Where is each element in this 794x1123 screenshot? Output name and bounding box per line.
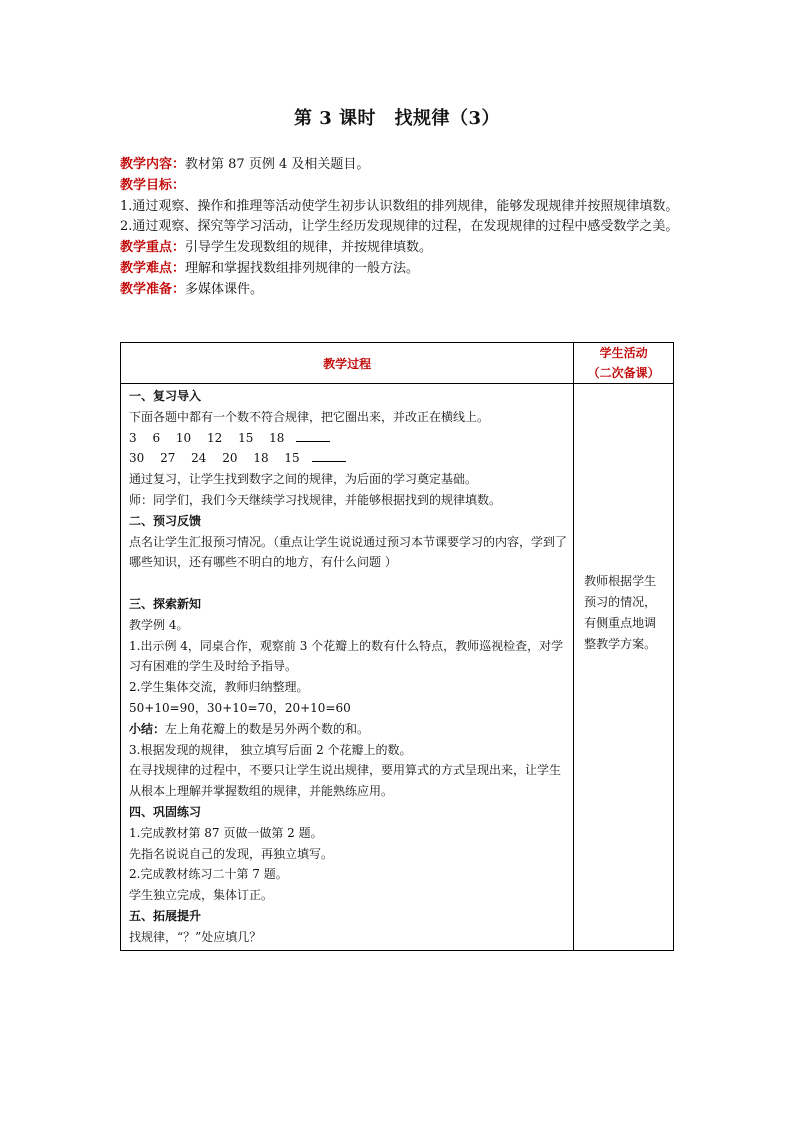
spacer: [129, 573, 567, 594]
explore-example: 教学例 4。: [129, 617, 189, 632]
teaching-process-cell: [121, 384, 574, 951]
practice-2-note: 学生独立完成，集体订正。: [129, 888, 274, 903]
student-activity-note: 教师根据学生预习的情况，有侧重点地调整教学方案。: [584, 574, 657, 651]
review-note: 通过复习，让学生找到数字之间的规律，为后面的学习奠定基础。: [129, 472, 478, 487]
difficulty-text: 理解和掌握找数组排列规律的一般方法。: [185, 260, 420, 276]
teaching-content-text: 教材第 87 页例 4 及相关题目。: [185, 157, 370, 172]
header-teaching-process: 教学过程: [121, 343, 574, 384]
explore-step-2: 2.学生集体交流，教师归纳整理。: [129, 680, 309, 695]
sequence-2-blank: [312, 449, 346, 462]
goal-1: 1.通过观察、操作和推理等活动使学生初步认识数组的排列规律，能够发现规律并按照规律填数。: [120, 198, 679, 214]
section-preview-title: 二、预习反馈: [129, 513, 202, 528]
difficulty-line: [120, 259, 680, 280]
preparation-label: 教学准备：: [120, 281, 186, 297]
student-activity-cell: [574, 384, 674, 951]
header-student-activity: [574, 343, 674, 384]
practice-1: 1.完成教材第 87 页做一做第 2 题。: [129, 825, 323, 840]
teaching-content-label: 教学内容：: [120, 157, 186, 172]
extension-question: 找规律，“？”处应填几？: [129, 929, 262, 944]
explore-step-1: 1.出示例 4，同桌合作，观察前 3 个花瓣上的数有什么特点，教师巡视检查，对学习有困难的学生及时给予指导。: [129, 638, 564, 674]
explore-note: 在寻找规律的过程中，不要只让学生说出规律，要用算式的方式呈现出来，让学生从根本上理解并掌握数组的规律，并能熟练应用。: [129, 763, 562, 799]
page-title: 第 3 课时 找规律（3）: [293, 108, 501, 129]
lesson-table: [120, 342, 674, 951]
explore-equations: 50+10=90，30+10=70，20+10=60: [129, 700, 351, 715]
sequence-2: [129, 448, 567, 469]
explore-summary: [129, 719, 567, 740]
review-instruction: 下面各题中都有一个数不符合规律，把它圈出来，并改正在横线上。: [129, 409, 490, 424]
sequence-1-blank: [296, 429, 330, 442]
review-teacher-line: 师：同学们，我们今天继续学习找规律，并能够根据找到的规律填数。: [129, 492, 502, 507]
practice-1-note: 先指名说说自己的发现，再独立填写。: [129, 846, 334, 861]
lesson-meta: [120, 155, 680, 301]
table-header-row: [121, 343, 674, 384]
teaching-content-line: [120, 155, 680, 176]
section-practice-title: 四、巩固练习: [129, 804, 202, 819]
explore-step-3: 3.根据发现的规律， 独立填写后面 2 个花瓣上的数。: [129, 742, 412, 757]
difficulty-label: 教学难点：: [120, 260, 186, 276]
sequence-2-numbers: 30 27 24 20 18 15: [129, 451, 300, 466]
key-point-line: [120, 238, 680, 259]
summary-label: 小结：: [129, 721, 166, 736]
header-side-line2: （二次备课）: [587, 366, 660, 380]
section-explore-title: 三、探索新知: [129, 596, 202, 611]
key-point-label: 教学重点：: [120, 240, 186, 256]
sequence-1-numbers: 3 6 10 12 15 18: [129, 430, 285, 445]
table-body-row: [121, 384, 674, 951]
sequence-1: [129, 428, 567, 449]
section-extension-title: 五、拓展提升: [129, 908, 202, 923]
goal-2: 2.通过观察、探究等学习活动，让学生经历发现规律的过程，在发现规律的过程中感受数学之美。: [120, 219, 679, 235]
teaching-goals-line: [120, 176, 680, 197]
teaching-goals-label: 教学目标：: [120, 177, 186, 193]
summary-text: 左上角花瓣上的数是另外两个数的和。: [165, 721, 370, 736]
preparation-line: [120, 280, 680, 301]
preparation-text: 多媒体课件。: [185, 281, 264, 297]
practice-2: 2.完成教材练习二十第 7 题。: [129, 867, 288, 882]
preview-text: 点名让学生汇报预习情况。（重点让学生说说通过预习本节课要学习的内容，学到了哪些知识，还有哪些不明白的地方，有什么问题 ）: [129, 534, 568, 570]
key-point-text: 引导学生发现数组的规律，并按规律填数。: [185, 240, 433, 256]
section-review-title: 一、复习导入: [129, 389, 202, 403]
header-side-line1: 学生活动: [599, 346, 648, 360]
